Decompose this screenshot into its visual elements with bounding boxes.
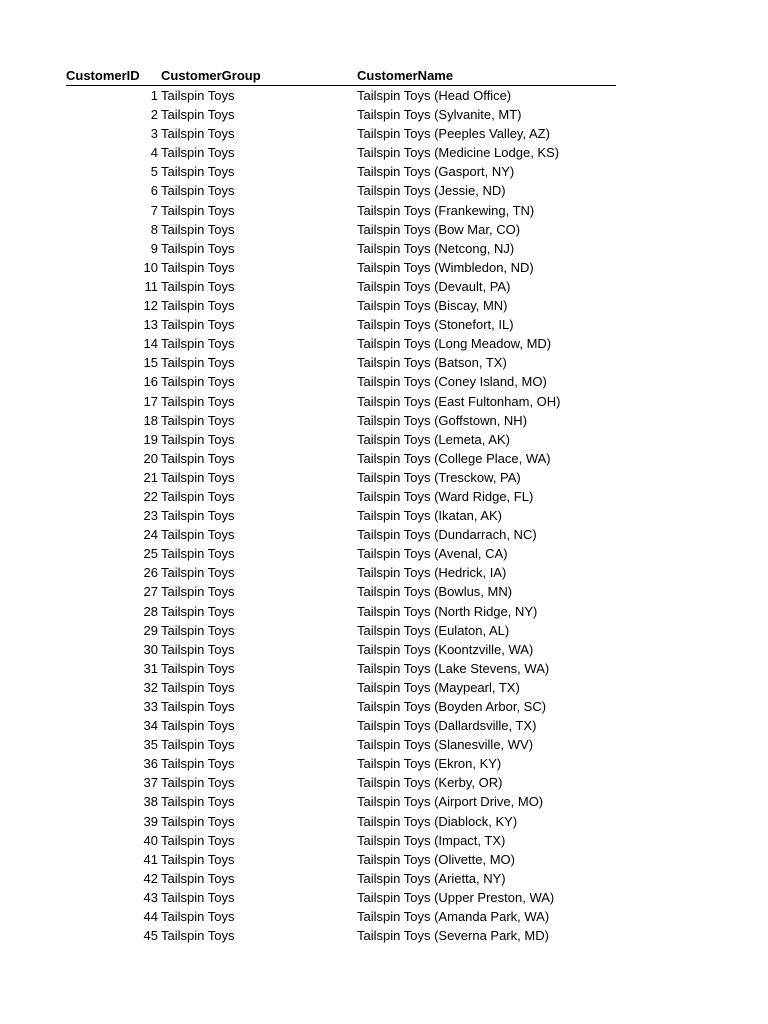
cell-customer-id: 28 [143,603,158,619]
cell-customer-id: 37 [143,775,158,791]
cell-customer-id: 11 [144,278,158,294]
cell-customer-name: Tailspin Toys (Boyden Arbor, SC) [357,699,547,714]
table-row [66,640,616,659]
cell-customer-id: 15 [143,355,158,371]
table-row [66,411,616,430]
table-row [66,563,616,582]
table-row [66,926,616,945]
cell-customer-id: 31 [143,660,158,676]
cell-customer-id: 44 [143,909,158,925]
cell-customer-id: 5 [150,164,158,180]
table-row [66,334,616,353]
cell-customer-group: Tailspin Toys [161,145,235,161]
table-row [66,659,616,678]
cell-customer-name: Tailspin Toys (Batson, TX) [357,355,507,371]
cell-customer-id: 1 [150,88,158,103]
cell-customer-name: Tailspin Toys (Netcong, NJ) [357,240,515,256]
cell-customer-group: Tailspin Toys [161,546,235,562]
cell-customer-group: Tailspin Toys [161,336,235,352]
header-customer-name: CustomerName [357,68,454,83]
cell-customer-id: 39 [143,813,158,829]
cell-customer-id: 10 [143,259,158,275]
cell-customer-id: 30 [143,641,158,657]
cell-customer-group: Tailspin Toys [161,679,235,695]
cell-customer-group: Tailspin Toys [161,240,235,256]
cell-customer-id: 7 [150,202,158,218]
cell-customer-id: 40 [143,832,158,848]
cell-customer-name: Tailspin Toys (Lemeta, AK) [357,431,510,447]
table-row [66,277,616,296]
cell-customer-group: Tailspin Toys [161,183,235,199]
table-row [66,315,616,334]
cell-customer-id: 45 [143,928,158,944]
cell-customer-name: Tailspin Toys (East Fultonham, OH) [357,393,561,409]
cell-customer-group: Tailspin Toys [161,88,235,103]
cell-customer-group: Tailspin Toys [161,164,235,180]
table-row [66,754,616,773]
table-row [66,678,616,697]
table-row [66,869,616,888]
table-row [66,792,616,811]
cell-customer-group: Tailspin Toys [161,603,235,619]
cell-customer-group: Tailspin Toys [161,584,235,600]
cell-customer-id: 34 [143,718,158,734]
cell-customer-name: Tailspin Toys (Long Meadow, MD) [357,336,552,352]
cell-customer-id: 33 [143,699,158,714]
table-row [66,888,616,907]
cell-customer-id: 35 [143,737,158,753]
table-row [66,220,616,239]
cell-customer-group: Tailspin Toys [161,450,235,466]
cell-customer-group: Tailspin Toys [161,107,235,123]
cell-customer-id: 38 [143,794,158,810]
cell-customer-name: Tailspin Toys (Head Office) [357,88,512,103]
cell-customer-group: Tailspin Toys [161,851,235,867]
table-row [66,831,616,850]
cell-customer-name: Tailspin Toys (North Ridge, NY) [357,603,538,619]
table-row [66,239,616,258]
cell-customer-name: Tailspin Toys (Hedrick, IA) [357,565,507,581]
cell-customer-name: Tailspin Toys (Ikatan, AK) [357,508,502,524]
cell-customer-name: Tailspin Toys (Medicine Lodge, KS) [357,145,560,161]
cell-customer-name: Tailspin Toys (Peeples Valley, AZ) [357,126,550,142]
table-row [66,181,616,200]
cell-customer-id: 4 [150,145,158,161]
cell-customer-id: 32 [143,679,158,695]
cell-customer-name: Tailspin Toys (Ekron, KY) [357,756,502,772]
cell-customer-name: Tailspin Toys (Slanesville, WV) [357,737,534,753]
table-row [66,430,616,449]
cell-customer-name: Tailspin Toys (Sylvanite, MT) [357,107,522,123]
cell-customer-id: 6 [150,183,158,199]
cell-customer-id: 29 [143,622,158,638]
header-customer-group: CustomerGroup [161,68,261,83]
table-row [66,258,616,277]
cell-customer-group: Tailspin Toys [161,508,235,524]
header-customer-id: CustomerID [66,68,140,83]
table-row [66,468,616,487]
cell-customer-group: Tailspin Toys [161,813,235,829]
cell-customer-name: Tailspin Toys (Jessie, ND) [357,183,506,199]
cell-customer-group: Tailspin Toys [161,469,235,485]
cell-customer-name: Tailspin Toys (Koontzville, WA) [357,641,534,657]
table-row [66,372,616,391]
table-row [66,525,616,544]
cell-customer-group: Tailspin Toys [161,259,235,275]
cell-customer-id: 41 [143,851,158,867]
cell-customer-id: 24 [143,527,158,543]
cell-customer-name: Tailspin Toys (Impact, TX) [357,832,506,848]
table-row [66,143,616,162]
customer-table [66,66,616,945]
cell-customer-group: Tailspin Toys [161,527,235,543]
cell-customer-name: Tailspin Toys (Devault, PA) [357,278,511,294]
cell-customer-name: Tailspin Toys (Stonefort, IL) [357,317,514,333]
cell-customer-name: Tailspin Toys (Maypearl, TX) [357,679,520,695]
cell-customer-name: Tailspin Toys (Frankewing, TN) [357,202,535,218]
cell-customer-name: Tailspin Toys (Diablock, KY) [357,813,518,829]
cell-customer-name: Tailspin Toys (Kerby, OR) [357,775,503,791]
table-row [66,621,616,640]
cell-customer-id: 42 [143,870,158,886]
table-row [66,850,616,869]
cell-customer-group: Tailspin Toys [161,565,235,581]
cell-customer-group: Tailspin Toys [161,298,235,314]
cell-customer-group: Tailspin Toys [161,488,235,504]
cell-customer-id: 23 [143,508,158,524]
cell-customer-id: 22 [143,488,158,504]
table-row [66,582,616,601]
table-row [66,487,616,506]
table-row [66,105,616,124]
cell-customer-name: Tailspin Toys (Dallardsville, TX) [357,718,537,734]
cell-customer-name: Tailspin Toys (Olivette, MO) [357,851,515,867]
cell-customer-group: Tailspin Toys [161,317,235,333]
cell-customer-group: Tailspin Toys [161,393,235,409]
table-row [66,907,616,926]
cell-customer-id: 26 [143,565,158,581]
cell-customer-group: Tailspin Toys [161,355,235,371]
cell-customer-name: Tailspin Toys (Upper Preston, WA) [357,889,555,905]
table-row [66,716,616,735]
cell-customer-group: Tailspin Toys [161,775,235,791]
cell-customer-id: 36 [143,756,158,772]
cell-customer-name: Tailspin Toys (Goffstown, NH) [357,412,528,428]
cell-customer-id: 13 [143,317,158,333]
cell-customer-id: 2 [150,107,158,123]
cell-customer-group: Tailspin Toys [161,660,235,676]
cell-customer-name: Tailspin Toys (Bow Mar, CO) [357,221,521,237]
cell-customer-group: Tailspin Toys [161,641,235,657]
cell-customer-id: 27 [143,584,158,600]
cell-customer-id: 8 [150,221,158,237]
cell-customer-id: 12 [143,298,158,314]
cell-customer-id: 19 [143,431,158,447]
cell-customer-group: Tailspin Toys [161,202,235,218]
table-row [66,506,616,525]
cell-customer-group: Tailspin Toys [161,928,235,944]
cell-customer-group: Tailspin Toys [161,278,235,294]
table-row [66,296,616,315]
cell-customer-group: Tailspin Toys [161,622,235,638]
table-row [66,124,616,143]
cell-customer-group: Tailspin Toys [161,889,235,905]
table-row [66,86,616,105]
table-row [66,602,616,621]
cell-customer-group: Tailspin Toys [161,412,235,428]
cell-customer-group: Tailspin Toys [161,909,235,925]
table-row [66,735,616,754]
table-body [66,86,616,945]
cell-customer-name: Tailspin Toys (Bowlus, MN) [357,584,513,600]
cell-customer-id: 43 [143,889,158,905]
cell-customer-name: Tailspin Toys (Coney Island, MO) [357,374,547,390]
cell-customer-name: Tailspin Toys (Wimbledon, ND) [357,259,534,275]
table-row [66,773,616,792]
cell-customer-name: Tailspin Toys (Lake Stevens, WA) [357,660,550,676]
cell-customer-group: Tailspin Toys [161,374,235,390]
cell-customer-id: 20 [143,450,158,466]
cell-customer-name: Tailspin Toys (Biscay, MN) [357,298,508,314]
cell-customer-group: Tailspin Toys [161,794,235,810]
cell-customer-name: Tailspin Toys (Severna Park, MD) [357,928,549,944]
cell-customer-group: Tailspin Toys [161,699,235,714]
cell-customer-name: Tailspin Toys (Ward Ridge, FL) [357,488,534,504]
cell-customer-name: Tailspin Toys (Eulaton, AL) [357,622,510,638]
cell-customer-name: Tailspin Toys (Avenal, CA) [357,546,508,562]
cell-customer-id: 16 [143,374,158,390]
cell-customer-group: Tailspin Toys [161,832,235,848]
cell-customer-name: Tailspin Toys (Amanda Park, WA) [357,909,550,925]
table-row [66,353,616,372]
cell-customer-id: 9 [150,240,158,256]
table-row [66,812,616,831]
cell-customer-group: Tailspin Toys [161,221,235,237]
cell-customer-id: 17 [143,393,158,409]
cell-customer-group: Tailspin Toys [161,756,235,772]
cell-customer-name: Tailspin Toys (Airport Drive, MO) [357,794,544,810]
table-row [66,162,616,181]
cell-customer-group: Tailspin Toys [161,126,235,142]
table-row [66,697,616,716]
cell-customer-name: Tailspin Toys (Arietta, NY) [357,870,506,886]
cell-customer-id: 14 [143,336,158,352]
cell-customer-name: Tailspin Toys (Tresckow, PA) [357,469,521,485]
table-row [66,544,616,563]
cell-customer-id: 3 [150,126,158,142]
cell-customer-id: 25 [143,546,158,562]
cell-customer-group: Tailspin Toys [161,718,235,734]
cell-customer-name: Tailspin Toys (Dundarrach, NC) [357,527,537,543]
table-row [66,392,616,411]
cell-customer-name: Tailspin Toys (College Place, WA) [357,450,551,466]
cell-customer-id: 21 [143,469,158,485]
cell-customer-group: Tailspin Toys [161,737,235,753]
table-row [66,449,616,468]
cell-customer-name: Tailspin Toys (Gasport, NY) [357,164,515,180]
cell-customer-id: 18 [143,412,158,428]
table-header-row [66,66,616,86]
table-row [66,201,616,220]
cell-customer-group: Tailspin Toys [161,431,235,447]
cell-customer-group: Tailspin Toys [161,870,235,886]
